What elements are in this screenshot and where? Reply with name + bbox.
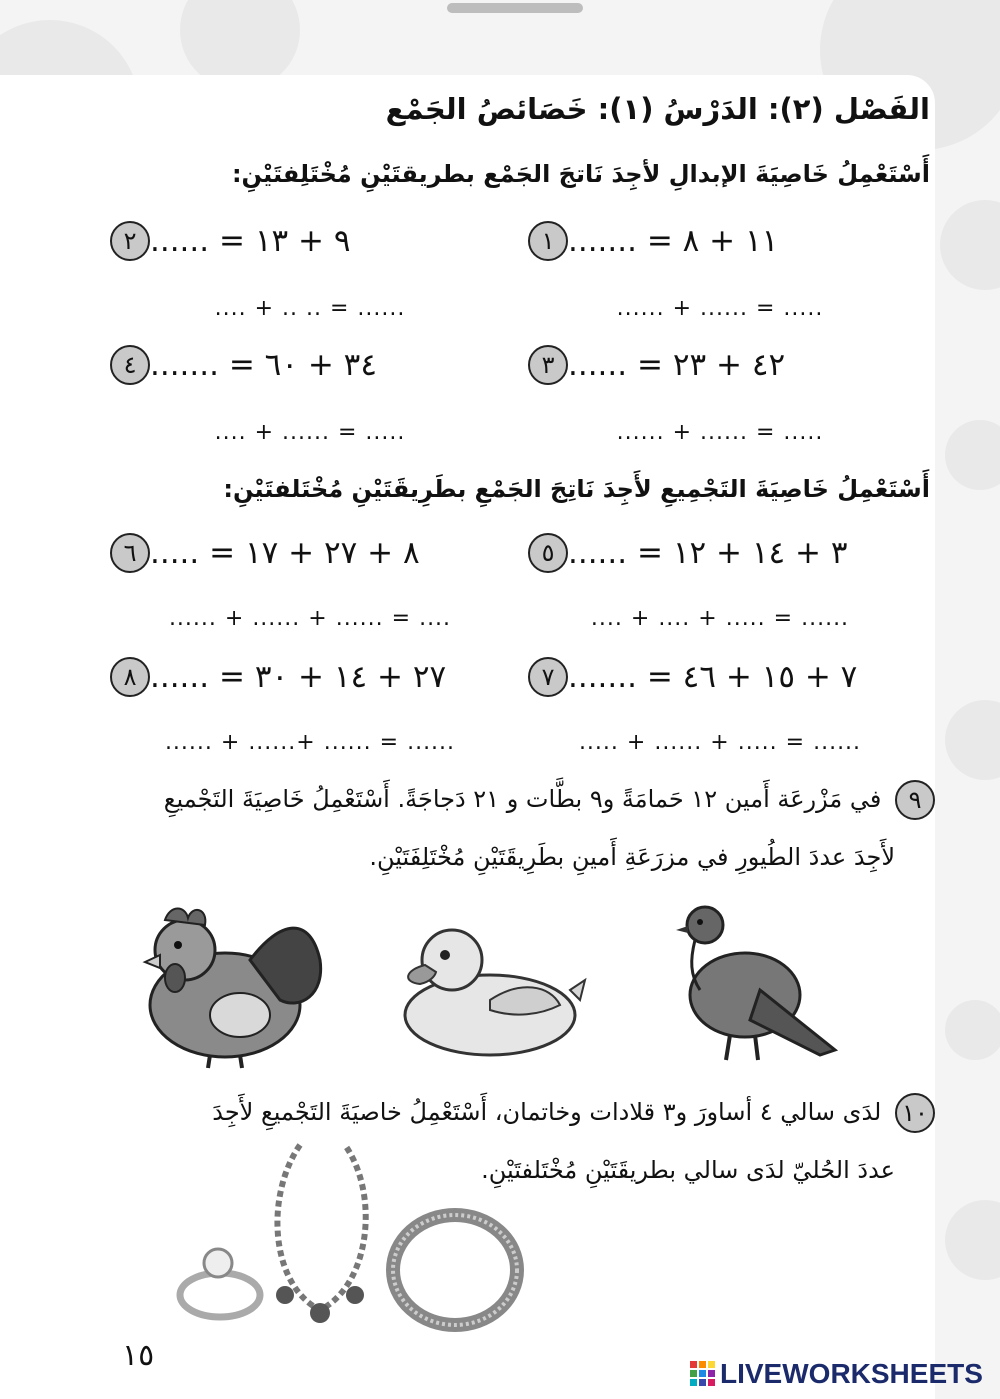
liveworksheets-logo[interactable] xyxy=(690,1356,983,1392)
commutative-instruction: أَسْتَعْمِلُ خَاصِيَةَ الإبدالِ لأجِدَ نَاتجَ الجَمْع بطريقتَيْنِ مُخْتَلِفتَيْنِ: xyxy=(231,160,930,188)
problem-expression: ٨ + ٢٧ + ١٧ = ..... xyxy=(150,535,420,571)
problem-5 xyxy=(518,533,936,573)
duck-image xyxy=(405,930,585,1055)
word-problem-text: في مَزْرعَة أَمين ١٢ حَمامَةً و٩ بطَّات و ٢١ دَجاجَةً. أَسْتَعْمِلُ خَاصِيَةَ التَجْميعِ xyxy=(163,785,882,813)
problem-expression: ٣ + ١٤ + ١٢ = ...... xyxy=(568,535,848,571)
problem-number-badge: ٦ xyxy=(110,533,150,573)
problem-7 xyxy=(518,657,936,697)
answer-blank[interactable]: ...... + ...... = ..... xyxy=(616,419,824,445)
problem-expression: ٤٢ + ٢٣ = ...... xyxy=(568,347,786,383)
problem-number-badge: ٤ xyxy=(110,345,150,385)
word-problem-text: لدَى سالي ٤ أساورَ و٣ قلادات وخاتمان، أَسْتَعْمِلُ خاصيَةَ التَجْميعِ لأَجِدَ xyxy=(212,1098,882,1126)
problem-number-badge: ٣ xyxy=(528,345,568,385)
problem-expression: ٧ + ١٥ + ٤٦ = ....... xyxy=(568,659,858,695)
page-number: ١٥ xyxy=(122,1338,155,1373)
word-problem-9 xyxy=(95,770,935,886)
problem-row-1-2 xyxy=(100,216,936,266)
brand-name: LIVEWORKSHEETS xyxy=(720,1358,983,1389)
problem-3 xyxy=(518,345,936,385)
answer-row-3-4 xyxy=(120,412,910,452)
problem-expression: ٣٤ + ٦٠ = ....... xyxy=(150,347,377,383)
problem-expression: ١١ + ٨ = ....... xyxy=(568,223,779,259)
problem-number-badge: ٩ xyxy=(895,780,935,820)
answer-row-5-6 xyxy=(120,598,910,638)
answer-blank[interactable]: ..... + ...... + ..... = ...... xyxy=(578,729,862,755)
word-problem-text: عددَ الحُليّ لدَى سالي بطريقَتَيْنِ مُخْتَلفتَيْنِ. xyxy=(481,1156,895,1184)
problem-number-badge: ١٠ xyxy=(895,1093,935,1133)
word-problem-line xyxy=(95,770,935,828)
answer-blank[interactable]: .... + .. .. = ...... xyxy=(214,295,406,321)
answer-blank[interactable]: .... + .... + ..... = ...... xyxy=(590,605,850,631)
problem-6 xyxy=(100,533,518,573)
problem-number-badge: ١ xyxy=(528,221,568,261)
answer-row-1-2 xyxy=(120,288,910,328)
word-problem-text: لأَجِدَ عددَ الطُيورِ في مزرَعَةِ أَمينِ بطَرِيقَتَيْنِ مُخْتَلِفَتَيْنِ. xyxy=(369,843,895,871)
drag-handle[interactable] xyxy=(447,3,583,13)
problem-number-badge: ٢ xyxy=(110,221,150,261)
farm-birds-illustration xyxy=(130,900,850,1070)
liveworksheets-icon xyxy=(690,1361,716,1387)
problem-number-badge: ٥ xyxy=(528,533,568,573)
problem-row-5-6 xyxy=(100,528,936,578)
answer-row-7-8 xyxy=(120,722,910,762)
word-problem-line xyxy=(95,1083,935,1141)
problem-1 xyxy=(518,221,936,261)
problem-4 xyxy=(100,345,518,385)
rooster-image xyxy=(145,908,321,1068)
lesson-title: الفَصْل (٢): الدَرْسُ (١): خَصَائصُ الجَمْع xyxy=(385,92,930,126)
answer-blank[interactable]: ...... + ...... = ..... xyxy=(616,295,824,321)
problem-number-badge: ٧ xyxy=(528,657,568,697)
problem-2 xyxy=(100,221,518,261)
answer-blank[interactable]: ...... + ...... + ...... = .... xyxy=(168,605,452,631)
necklace-image xyxy=(276,1145,366,1323)
problem-row-3-4 xyxy=(100,340,936,390)
answer-blank[interactable]: ...... + ......+ ...... = ...... xyxy=(164,729,456,755)
problem-row-7-8 xyxy=(100,652,936,702)
associative-instruction: أَسْتَعْمِلُ خَاصِيَةَ التَجْمِيعِ لأَجِدَ نَاتِجَ الجَمْعِ بطَرِيقَتَيْنِ مُخْتَلفتَيْنِ: xyxy=(223,475,930,503)
problem-number-badge: ٨ xyxy=(110,657,150,697)
problem-expression: ٢٧ + ١٤ + ٣٠ = ...... xyxy=(150,659,447,695)
answer-blank[interactable]: .... + ...... = ..... xyxy=(214,419,406,445)
problem-expression: ٩ + ١٣ = ...... xyxy=(150,223,351,259)
ring-image xyxy=(180,1249,260,1317)
bracelet-image xyxy=(393,1215,517,1325)
pigeon-image xyxy=(676,907,835,1060)
jewelry-illustration xyxy=(170,1135,530,1335)
problem-8 xyxy=(100,657,518,697)
